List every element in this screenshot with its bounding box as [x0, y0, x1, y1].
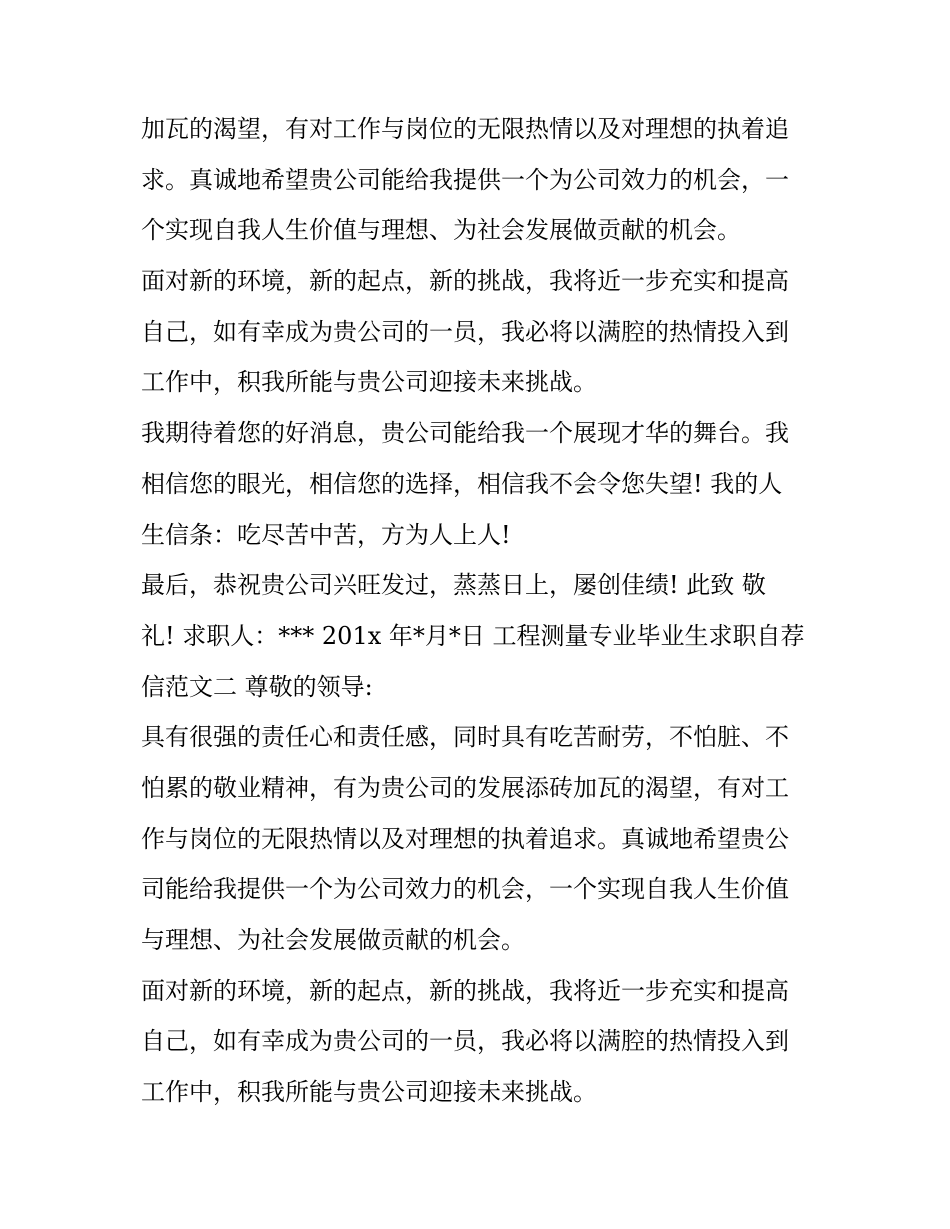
text-line: 我期待着您的好消息，贵公司能给我一个展现才华的舞台。我: [141, 419, 789, 448]
paragraph-1: [141, 104, 813, 256]
text-line: 工作中，积我所能与贵公司迎接未来挑战。: [141, 368, 597, 397]
text-line: 作与岗位的无限热情以及对理想的执着追求。真诚地希望贵公: [141, 824, 789, 853]
text-line: 最后，恭祝贵公司兴旺发过，蒸蒸日上，屡创佳绩! 此致 敬: [141, 571, 766, 600]
paragraph-5: [141, 712, 813, 965]
text-line: 具有很强的责任心和责任感，同时具有吃苦耐劳，不怕脏、不: [141, 723, 789, 752]
text-line: 自己，如有幸成为贵公司的一员，我必将以满腔的热情投入到: [141, 1027, 789, 1056]
text-line: 礼! 求职人：*** 201x 年*月*日 工程测量专业毕业生求职自荐: [141, 621, 805, 650]
text-line: 加瓦的渴望，有对工作与岗位的无限热情以及对理想的执着追: [141, 115, 789, 143]
text-line: 个实现自我人生价值与理想、为社会发展做贡献的机会。: [141, 216, 741, 245]
text-line: 相信您的眼光，相信您的选择，相信我不会令您失望! 我的人: [141, 469, 783, 498]
text-line: 生信条：吃尽苦中苦，方为人上人!: [141, 520, 511, 549]
text-line: 与理想、为社会发展做贡献的机会。: [141, 926, 525, 954]
text-line: 信范文二 尊敬的领导:: [141, 672, 373, 701]
text-line: 工作中，积我所能与贵公司迎接未来挑战。: [141, 1078, 597, 1107]
paragraph-6: [141, 966, 813, 1118]
paragraph-4: [141, 560, 813, 712]
text-line: 自己，如有幸成为贵公司的一员，我必将以满腔的热情投入到: [141, 317, 789, 346]
text-line: 面对新的环境，新的起点，新的挑战，我将近一步充实和提高: [141, 267, 789, 296]
text-line: 面对新的环境，新的起点，新的挑战，我将近一步充实和提高: [141, 976, 789, 1005]
document-body: [141, 104, 813, 1118]
text-line: 求。真诚地希望贵公司能给我提供一个为公司效力的机会，一: [141, 165, 789, 194]
paragraph-3: [141, 408, 813, 560]
paragraph-2: [141, 256, 813, 408]
text-line: 怕累的敬业精神，有为贵公司的发展添砖加瓦的渴望，有对工: [141, 773, 789, 802]
text-line: 司能给我提供一个为公司效力的机会，一个实现自我人生价值: [141, 875, 789, 904]
